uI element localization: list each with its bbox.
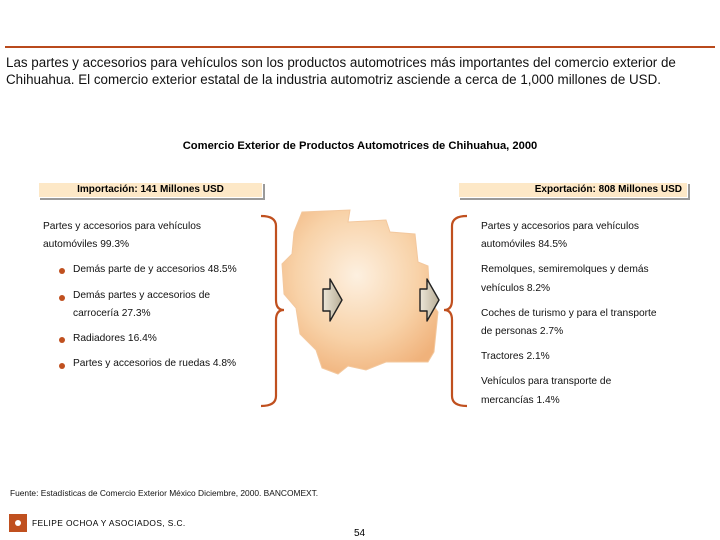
bullet-icon: [59, 295, 65, 301]
bullet-icon: [59, 337, 65, 343]
page-number: 54: [354, 528, 366, 539]
left-bracket: [261, 216, 284, 406]
import-header: Importación: 141 Millones USD: [38, 182, 263, 198]
import-item-3: Radiadores 16.4%: [73, 333, 157, 344]
export-item-1-line-2: vehículos 8.2%: [481, 283, 551, 294]
export-main-line-1: Partes y accesorios para vehículos: [481, 221, 639, 232]
import-item-2-line-2: carrocería 27.3%: [73, 308, 151, 319]
company-logo-icon: [9, 514, 27, 532]
bullet-icon: [59, 268, 65, 274]
export-item-3: Tractores 2.1%: [481, 351, 550, 362]
right-bracket: [444, 216, 467, 406]
import-main-line-2: automóviles 99.3%: [43, 239, 130, 250]
company-name: FELIPE OCHOA Y ASOCIADOS, S.C.: [32, 518, 186, 528]
source-note: Fuente: Estadísticas de Comercio Exterior México Diciembre, 2000. BANCOMEXT.: [10, 488, 319, 498]
export-item-2-line-2: de personas 2.7%: [481, 326, 564, 337]
import-item-4: Partes y accesorios de ruedas 4.8%: [73, 358, 237, 369]
import-item-2-line-1: Demás partes y accesorios de: [73, 290, 211, 301]
export-item-4-line-2: mercancías 1.4%: [481, 395, 560, 406]
export-header-label: Exportación: 808 Millones USD: [534, 184, 682, 195]
export-item-2-line-1: Coches de turismo y para el transporte: [481, 308, 657, 319]
state-map-silhouette: [282, 210, 438, 374]
bullet-icon: [59, 363, 65, 369]
import-main-line-1: Partes y accesorios para vehículos: [43, 221, 201, 232]
export-item-1-line-1: Remolques, semiremolques y demás: [481, 264, 649, 275]
diagram-title: Comercio Exterior de Productos Automotrices de Chihuahua, 2000: [182, 140, 538, 152]
export-item-4-line-1: Vehículos para transporte de: [481, 376, 612, 387]
export-main-line-2: automóviles 84.5%: [481, 239, 568, 250]
import-item-1: Demás parte de y accesorios 48.5%: [73, 264, 237, 275]
intro-paragraph: Las partes y accesorios para vehículos son los productos automotrices más importantes del comercio exterior de Chihuahua. El comercio exterior estatal de la industria automotriz asciende a cerca de 1,000 millones de USD.: [6, 55, 676, 87]
